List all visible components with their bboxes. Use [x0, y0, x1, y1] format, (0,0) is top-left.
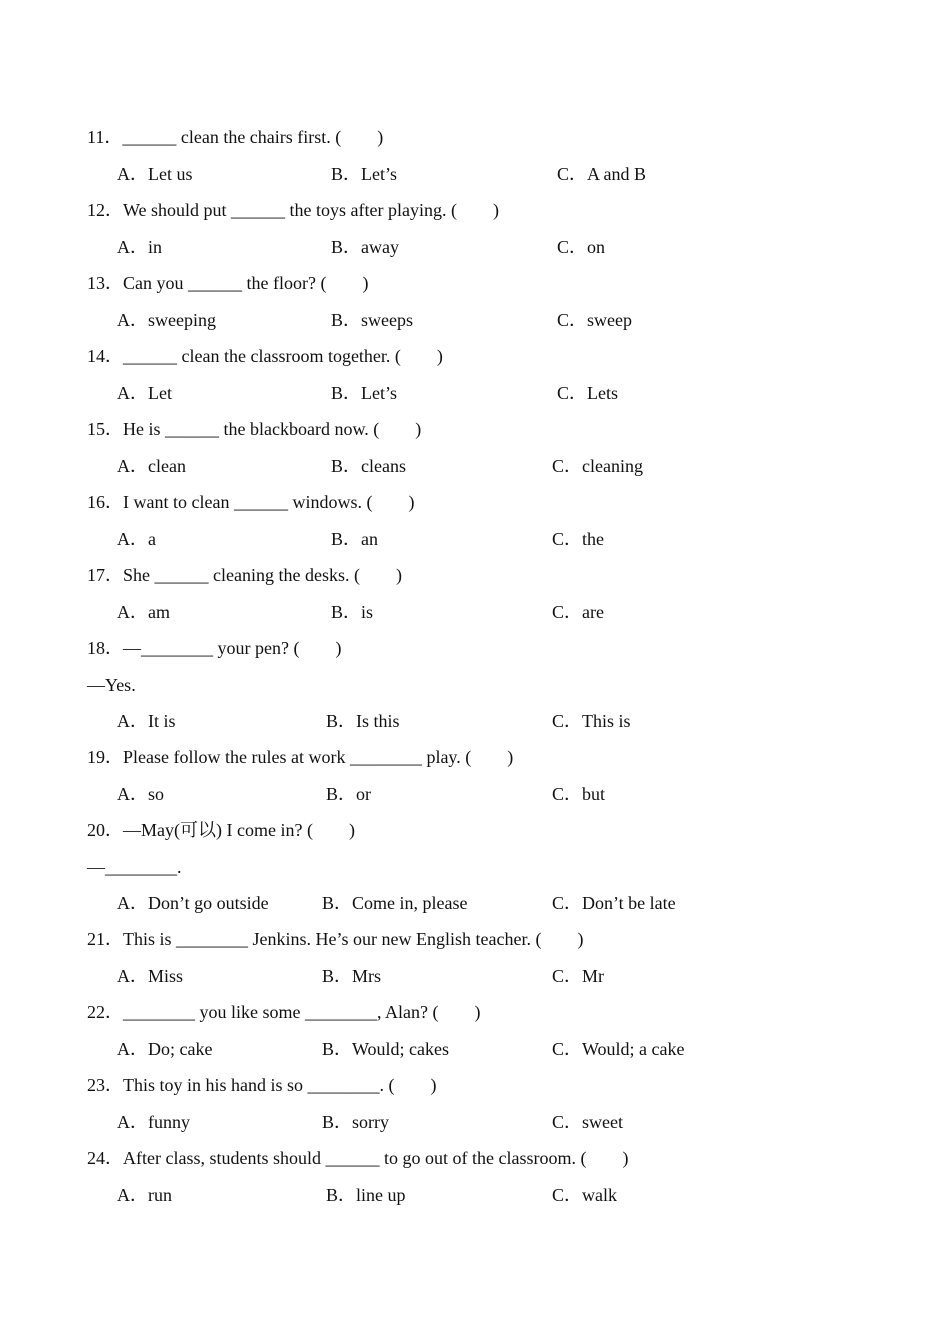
question-15 [87, 417, 421, 441]
option-c: C．Don’t be late [552, 893, 676, 913]
question-text: —May(可以) I come in? ( ) [123, 820, 355, 840]
question-number: 11． [87, 127, 123, 147]
option-a: A．Let [117, 383, 172, 403]
option-c: C．but [552, 784, 606, 804]
option-a: A．run [117, 1185, 172, 1205]
option-c: C．on [557, 237, 606, 257]
option-b: B．an [331, 529, 378, 549]
question-text: This is ________ Jenkins. He’s our new English teacher. ( ) [123, 929, 584, 949]
question-number: 18． [87, 638, 123, 658]
option-c: C．sweet [552, 1112, 623, 1132]
question-number: 14． [87, 346, 123, 366]
question-11 [87, 125, 383, 149]
question-text: ______ clean the classroom together. ( ) [123, 346, 443, 366]
option-c: C．sweep [557, 310, 632, 330]
option-a: A．clean [117, 456, 186, 476]
question-23 [87, 1073, 437, 1097]
question-17 [87, 563, 402, 587]
option-b: B．Is this [326, 711, 400, 731]
option-b: B．away [331, 237, 399, 257]
option-a: A．so [117, 784, 165, 804]
question-number: 22． [87, 1002, 123, 1022]
option-a: A．am [117, 602, 170, 622]
option-b: B．line up [326, 1185, 406, 1205]
option-b: B．Mrs [322, 966, 382, 986]
option-a: A．Miss [117, 966, 184, 986]
question-number: 15． [87, 419, 123, 439]
question-16 [87, 490, 414, 514]
dialogue-response: —Yes. [87, 675, 136, 695]
question-text: He is ______ the blackboard now. ( ) [123, 419, 422, 439]
question-text: ______ clean the chairs first. ( ) [122, 127, 384, 147]
question-text: —________ your pen? ( ) [123, 638, 342, 658]
option-b: B．sorry [322, 1112, 389, 1132]
question-number: 13． [87, 273, 123, 293]
question-number: 17． [87, 565, 123, 585]
question-22 [87, 1000, 480, 1024]
question-19 [87, 745, 513, 769]
question-13 [87, 271, 368, 295]
question-number: 24． [87, 1148, 123, 1168]
question-text: ________ you like some ________, Alan? ( ) [123, 1002, 481, 1022]
option-b: B．Come in, please [322, 893, 468, 913]
dialogue-response: —________. [87, 857, 182, 877]
question-number: 19． [87, 747, 123, 767]
question-text: This toy in his hand is so ________. ( ) [123, 1075, 437, 1095]
question-number: 21． [87, 929, 123, 949]
option-b: B．sweeps [331, 310, 413, 330]
option-c: C．This is [552, 711, 631, 731]
question-number: 23． [87, 1075, 123, 1095]
option-a: A．in [117, 237, 162, 257]
option-a: A．Let us [117, 164, 193, 184]
question-18 [87, 636, 341, 660]
option-c: C．walk [552, 1185, 617, 1205]
option-c: C．Would; a cake [552, 1039, 685, 1059]
question-text: Can you ______ the floor? ( ) [123, 273, 369, 293]
option-a: A．funny [117, 1112, 190, 1132]
option-b: B．Let’s [331, 383, 397, 403]
question-21 [87, 927, 583, 951]
option-b: B．Let’s [331, 164, 397, 184]
option-a: A．It is [117, 711, 176, 731]
question-number: 20． [87, 820, 123, 840]
option-a: A．Do; cake [117, 1039, 213, 1059]
option-a: A．Don’t go outside [117, 893, 269, 913]
question-number: 12． [87, 200, 123, 220]
option-c: C．Lets [557, 383, 618, 403]
option-c: C．cleaning [552, 456, 643, 476]
question-24 [87, 1146, 628, 1170]
option-b: B．cleans [331, 456, 406, 476]
question-text: She ______ cleaning the desks. ( ) [123, 565, 402, 585]
question-text: Please follow the rules at work ________ play. ( ) [123, 747, 514, 767]
question-text: I want to clean ______ windows. ( ) [123, 492, 415, 512]
option-b: B．is [331, 602, 374, 622]
question-20 [87, 818, 355, 842]
question-14 [87, 344, 443, 368]
option-c: C．the [552, 529, 604, 549]
option-a: A．sweeping [117, 310, 216, 330]
question-text: After class, students should ______ to go out of the classroom. ( ) [123, 1148, 629, 1168]
option-c: C．are [552, 602, 604, 622]
option-c: C．Mr [552, 966, 605, 986]
option-b: B．or [326, 784, 371, 804]
question-number: 16． [87, 492, 123, 512]
question-text: We should put ______ the toys after playing. ( ) [123, 200, 499, 220]
option-b: B．Would; cakes [322, 1039, 450, 1059]
option-c: C．A and B [557, 164, 647, 184]
option-a: A．a [117, 529, 156, 549]
question-12 [87, 198, 499, 222]
